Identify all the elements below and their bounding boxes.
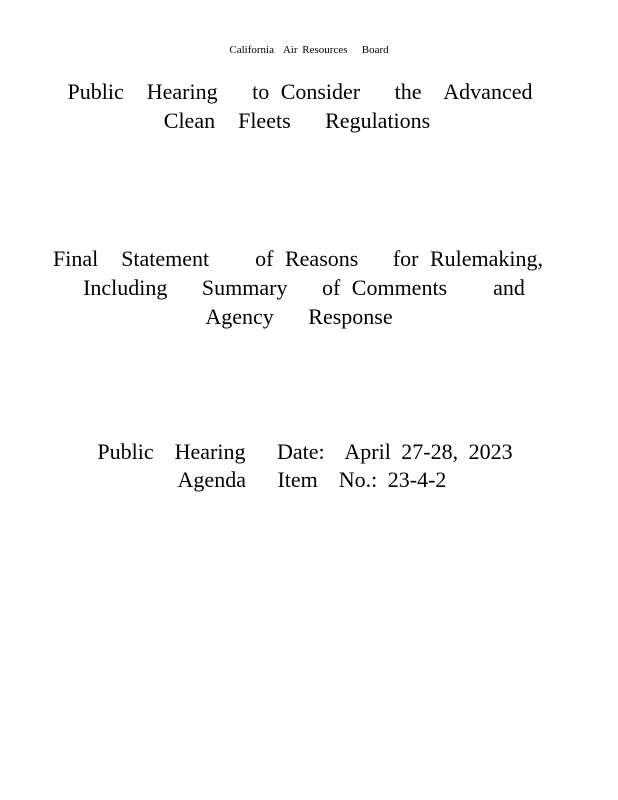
document-title-line-2: Including Summary of Comments and <box>83 275 525 300</box>
document-title-line-1: Final Statement of Reasons for Rulemaking, <box>52 246 544 271</box>
agency-name: California Air Resources Board <box>229 44 389 56</box>
agenda-item: Agenda Item No.: 23-4-2 <box>177 467 447 492</box>
hearing-title-line-2: Clean Fleets Regulations <box>163 108 431 133</box>
document-title-line-3: Agency Response <box>205 304 393 329</box>
hearing-title-line-1: Public Hearing to Consider the Advanced <box>67 79 533 104</box>
hearing-date: Public Hearing Date: April 27-28, 2023 <box>97 439 513 464</box>
